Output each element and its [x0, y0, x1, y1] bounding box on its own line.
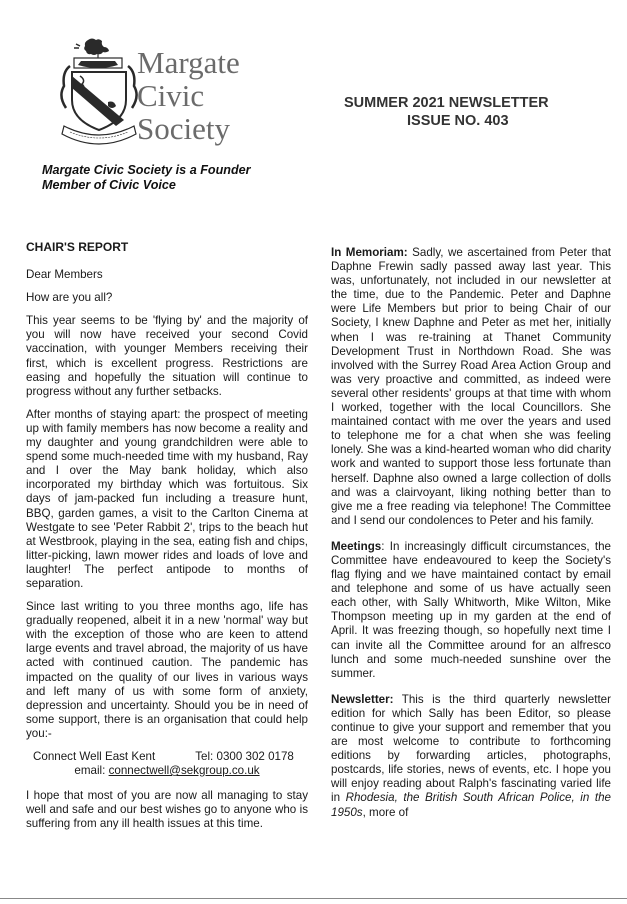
- paragraph: Since last writing to you three months ago, life has gradually reopened, albeit it in a new 'normal' way but with the exception of those who are keen to attend large events and travel abroad, the majority of us have acted with continued caution. The pandemic has impacted on the quality of our lives in various ways and left many of us with some form of anxiety, depression and uncertainty. Should you be in need of some support, there is an organisation that could help you:-: [26, 600, 308, 740]
- greeting: Dear Members: [26, 268, 103, 282]
- wordmark-line: Society: [137, 111, 230, 146]
- founder-line: Member of Civic Voice: [42, 178, 176, 192]
- issue-number: ISSUE NO. 403: [407, 113, 509, 129]
- section-label: Meetings: [331, 539, 382, 553]
- founder-line: Margate Civic Society is a Founder: [42, 163, 251, 177]
- newsletter-issue-block: [330, 94, 610, 130]
- newsletter-title: SUMMER 2021 NEWSLETTER: [344, 95, 549, 111]
- email-label: email:: [74, 764, 106, 778]
- email-link[interactable]: connectwell@sekgroup.co.uk: [108, 764, 260, 778]
- section-text: Sadly, we ascertained from Peter that Daphne Frewin sadly passed away last year. This was, unfortunately, not included in our newsletter at the time, due to the Pandemic. Peter and Daphne were Life Members but prior to being Chair of our Society, I knew Daphne and Peter as met her, initially when I was re-training at Thanet Community Development Trust in Northdown Road. She was involved with the Surrey Road Area Action Group and was very proactive and committed, as indeed were several other residents' groups at that time with whom I worked, together with the local Councillors. She maintained contact with me over the years and used to telephone me for a chat when she was feeling lonely. She was a kind-hearted woman who did charity work and wanted to support those less fortunate than herself. Daphne also owned a large collection of dolls and was a clairvoyant, liking nothing better than to give me a free reading via telephone! The Committee and I send our condolences to Peter and his family.: [331, 246, 612, 527]
- section-text: : In increasingly difficult circumstances, the Committee have endeavoured to keep the Society's flag flying and we have maintained contact by email and telephone and some of us have actually seen each other, with Sally Whitworth, Mike Wilton, Mike Thompson meeting up in my garden at the end of April. It was freezing though, so hopefully next time I can invite all the Committee around for an alfresco lunch and some much-needed sunshine over the summer.: [331, 539, 611, 680]
- contact-telephone: Tel: 0300 302 0178: [195, 750, 294, 763]
- section-label: In Memoriam:: [331, 246, 408, 259]
- paragraph: This year seems to be 'flying by' and the majority of you will now have received your second Covid vaccination, with younger Members receiving their first, which is excellent progress. Restrictions are easing and hopefully the situation will continue to progress without any further setbacks.: [26, 314, 308, 398]
- in-memoriam-section: [331, 246, 611, 528]
- section-text: This is the third quarterly newsletter edition for which Sally has been Editor, so please continue to give your support and remember that you are most welcome to contribute to forthcoming editions by forwarding articles, photographs, postcards, life stories, news of events, etc. I hope you will enjoy reading about Ralph's fascinating varied life in: [331, 692, 611, 805]
- civic-society-crest-logo: [58, 36, 140, 148]
- newsletter-section: [331, 693, 611, 820]
- chairs-report-column: [26, 240, 308, 840]
- society-wordmark: [137, 46, 240, 145]
- section-heading: CHAIR'S REPORT: [26, 240, 129, 254]
- paragraph: After months of staying apart: the prospect of meeting up with family members has now become a reality and my daughter and young grandchildren were able to spend some much-needed time with my husband, Ray and I over the May bank holiday, which also incorporated my birthday which was fortuitous. Six days of jam-packed fun including a treasure hunt, BBQ, garden games, a visit to the Carlton Cinema at Westgate to see 'Peter Rabbit 2', trips to the beach hut at Westbrook, playing in the sea, eating fish and chips, litter-picking, lawn mower rides and loads of love and laughter! The perfect antipode to months of separation.: [26, 407, 308, 590]
- meetings-section: [331, 540, 611, 681]
- article-reference: Rhodesia, the British South African Police, in the 1950s: [331, 791, 611, 819]
- contact-name: Connect Well East Kent: [33, 750, 156, 763]
- section-label: Newsletter:: [331, 692, 394, 706]
- wordmark-line: Margate: [137, 45, 240, 80]
- wordmark-line: Civic: [137, 78, 205, 113]
- news-column: [331, 246, 611, 829]
- page-bottom-rule: [0, 898, 627, 899]
- contact-block: [26, 750, 308, 778]
- section-text: , more of: [362, 805, 409, 819]
- founder-statement: [42, 163, 251, 193]
- paragraph: I hope that most of you are now all managing to stay well and safe and our best wishes go to anyone who is suffering from any ill health issues at this time.: [26, 789, 308, 831]
- paragraph: How are you all?: [26, 291, 113, 305]
